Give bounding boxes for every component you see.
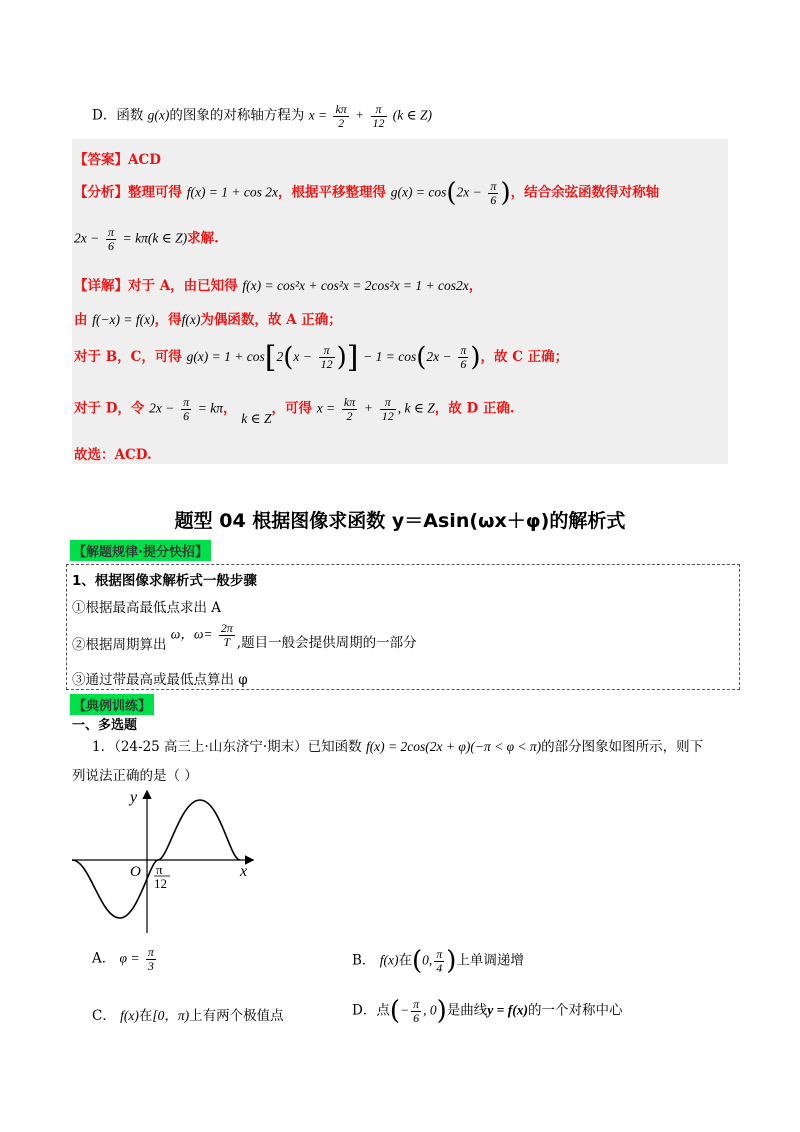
x-axis-label: x bbox=[240, 863, 248, 880]
choice-c[interactable] bbox=[92, 1004, 284, 1024]
math-op: + bbox=[363, 400, 374, 416]
detail-text: 对于 D，令 bbox=[74, 400, 145, 417]
math-expr: f(x) = 2cos(2x + φ)(−π < φ < π) bbox=[365, 739, 542, 754]
fraction: $\frac{\pi}{12}$ bbox=[381, 395, 394, 423]
choice-text: 在 bbox=[138, 1008, 153, 1024]
choice-text: 在 bbox=[398, 952, 412, 969]
detail-text: 对于 A，由已知得 bbox=[128, 278, 238, 294]
detail-text: ，得 bbox=[154, 312, 182, 328]
question-source: （24-25 高三上·山东济宁·期末）已知函数 bbox=[114, 739, 362, 755]
math-expr: [0，π) bbox=[152, 1008, 190, 1023]
fraction: $\frac{\pi}{12}$ bbox=[320, 343, 333, 371]
math-expr: x = bbox=[308, 107, 328, 123]
fraction: $\frac{\pi}{6}$ bbox=[460, 343, 467, 371]
option-d-top bbox=[92, 103, 432, 129]
math-expr: − bbox=[399, 1002, 410, 1018]
detail-text: ， bbox=[468, 278, 483, 294]
detail-text: ， bbox=[223, 400, 237, 417]
question-1-line-1 bbox=[92, 735, 703, 755]
fraction: $\frac{\pi}{4}$ bbox=[436, 946, 443, 975]
detail-line-4 bbox=[74, 395, 515, 426]
tips-step-1: ①根据最高最低点求出 A bbox=[72, 600, 222, 616]
tips-text: ,题目一般会提供周期的一部分 bbox=[236, 634, 417, 651]
option-label: D． bbox=[92, 107, 117, 124]
detail-text: 由 bbox=[74, 312, 88, 328]
math-expr: g(x) = cos bbox=[390, 184, 447, 200]
fraction: $\frac{k\pi}{2}$ bbox=[335, 102, 347, 130]
option-text: 的图象的对称轴方程为 bbox=[169, 107, 305, 124]
origin-label: O bbox=[130, 864, 141, 880]
choice-text: 点 bbox=[376, 1002, 390, 1019]
section-title: 题型 04 根据图像求函数 y＝Asin(ωx＋φ)的解析式 bbox=[174, 510, 626, 532]
analysis-text: ，根据平移整理得 bbox=[278, 184, 387, 201]
analysis-line-1: 【分析】整理可得 f(x) = 1 + cos 2x，根据平移整理得 g(x) = cos(2x − $\frac{\pi}{6}$ )，结合余弦函数得对称轴 bbox=[74, 178, 660, 208]
math-expr: g(x) = 1 + cos bbox=[186, 349, 265, 364]
math-expr: f(−x) = f(x) bbox=[92, 312, 155, 327]
math-expr: f(x) bbox=[379, 952, 399, 968]
tips-heading: 1、根据图像求解析式一般步骤 bbox=[72, 573, 257, 589]
tick-label-num: π bbox=[156, 862, 163, 877]
tick-label-den: 12 bbox=[154, 876, 167, 891]
choice-d[interactable]: D．点(− $\frac{\pi}{6}$ , 0)是曲线y = f(x)的一个对称中心 bbox=[352, 996, 623, 1026]
choice-label: B． bbox=[352, 952, 376, 969]
math-expr: (k ∈ Z) bbox=[392, 107, 433, 123]
detail-line-1 bbox=[74, 274, 482, 294]
tips-text: ②根据周期算出 bbox=[72, 636, 167, 653]
fraction: $\frac{\pi}{12}$ bbox=[372, 102, 385, 130]
choice-label: D． bbox=[352, 1002, 377, 1019]
math-expr: x = bbox=[316, 400, 336, 416]
choice-text: 的一个对称中心 bbox=[527, 1002, 623, 1019]
y-axis-label: y bbox=[130, 790, 138, 806]
detail-line-5: 故选：ACD. bbox=[74, 447, 152, 463]
math-expr: f(x) = 1 + cos 2x bbox=[186, 184, 279, 200]
analysis-text: 整理可得 bbox=[128, 184, 182, 201]
math-op: + bbox=[355, 107, 365, 123]
detail-text: ，故 C 正确； bbox=[480, 349, 569, 365]
math-expr: g(x) bbox=[147, 107, 170, 123]
fraction: $\frac{\pi}{3}$ bbox=[147, 945, 154, 973]
fraction: $\frac{\pi}{6}$ bbox=[413, 996, 420, 1025]
detail-label: 【详解】 bbox=[74, 278, 128, 294]
choice-label: C． bbox=[92, 1008, 116, 1024]
fraction: $\frac{k\pi}{2}$ bbox=[343, 395, 356, 423]
math-expr: k ∈ Z bbox=[241, 410, 272, 426]
choice-text: 是曲线 bbox=[446, 1002, 488, 1019]
choice-b[interactable]: B． f(x)在(0, $\frac{\pi}{4}$ )上单调递增 bbox=[352, 946, 524, 976]
math-expr: = kπ bbox=[197, 400, 224, 416]
choice-text: 上有两个极值点 bbox=[189, 1008, 284, 1024]
detail-line-3: 对于 B，C，可得 g(x) = 1 + cos[2(x − $\frac{\pi}{12}$ )] − 1 = cos(2x − $\frac{\pi}{6}$ )，故 C 正确； bbox=[74, 340, 569, 375]
choice-label: A． bbox=[92, 950, 116, 967]
examples-tag: 【典例训练】 bbox=[70, 694, 154, 715]
fraction: $\frac{\pi}{6}$ bbox=[107, 225, 114, 253]
analysis-text: ，结合余弦函数得对称轴 bbox=[510, 184, 660, 201]
function-graph bbox=[70, 790, 260, 935]
math-expr: − 1 = cos bbox=[363, 349, 417, 364]
detail-text: ，可得 bbox=[271, 400, 312, 417]
cosine-curve bbox=[72, 800, 240, 918]
analysis-text: 求解. bbox=[187, 230, 219, 247]
fraction: $\frac{2\pi}{T}$ bbox=[220, 621, 233, 649]
analysis-label: 【分析】 bbox=[74, 184, 128, 201]
math-expr: 2x − bbox=[456, 184, 482, 200]
math-expr: , k ∈ Z bbox=[397, 400, 435, 416]
detail-text: ，故 D 正确. bbox=[434, 400, 515, 417]
math-expr: φ = bbox=[119, 950, 140, 966]
choice-a[interactable] bbox=[92, 946, 158, 972]
fraction: $\frac{\pi}{6}$ bbox=[183, 395, 190, 423]
math-expr: x − bbox=[293, 349, 312, 364]
math-expr: 2x − bbox=[426, 349, 452, 364]
answer-label: 【答案】 bbox=[74, 152, 128, 168]
question-category: 一、多选题 bbox=[72, 718, 138, 733]
question-1-line-2: 列说法正确的是（ ） bbox=[72, 768, 198, 784]
detail-text: 为偶函数，故 A 正确； bbox=[200, 312, 342, 328]
question-text: 的部分图象如图所示，则下 bbox=[541, 739, 704, 755]
math-expr: 0, bbox=[422, 952, 433, 968]
math-expr: 2x − bbox=[74, 230, 100, 246]
math-expr: y = f(x) bbox=[487, 1002, 528, 1018]
choice-text: 上单调递增 bbox=[456, 952, 524, 969]
math-expr: = kπ(k ∈ Z) bbox=[122, 230, 188, 246]
math-expr: 2x − bbox=[149, 400, 175, 416]
math-expr: f(x) = cos²x + cos²x = 2cos²x = 1 + cos2x bbox=[242, 278, 469, 293]
detail-text: 对于 B，C，可得 bbox=[74, 349, 182, 365]
math-expr: 2 bbox=[276, 349, 284, 364]
question-number: 1． bbox=[92, 739, 115, 755]
option-text: 函数 bbox=[116, 107, 144, 124]
detail-line-2 bbox=[74, 308, 342, 328]
tips-step-3: ③通过带最高或最低点算出 φ bbox=[72, 672, 248, 688]
math-expr: ω，ω= bbox=[170, 626, 213, 642]
tips-step-2 bbox=[72, 621, 417, 653]
analysis-line-2 bbox=[74, 226, 219, 252]
fraction: $\frac{\pi}{6}$ bbox=[490, 178, 497, 207]
math-expr: , 0 bbox=[423, 1002, 437, 1018]
answer-line bbox=[74, 148, 161, 168]
math-expr: f(x) bbox=[120, 1008, 139, 1023]
tips-tag: 【解题规律·提分快招】 bbox=[70, 540, 211, 561]
answer-value: ACD bbox=[128, 152, 161, 168]
math-expr: f(x) bbox=[181, 312, 201, 327]
